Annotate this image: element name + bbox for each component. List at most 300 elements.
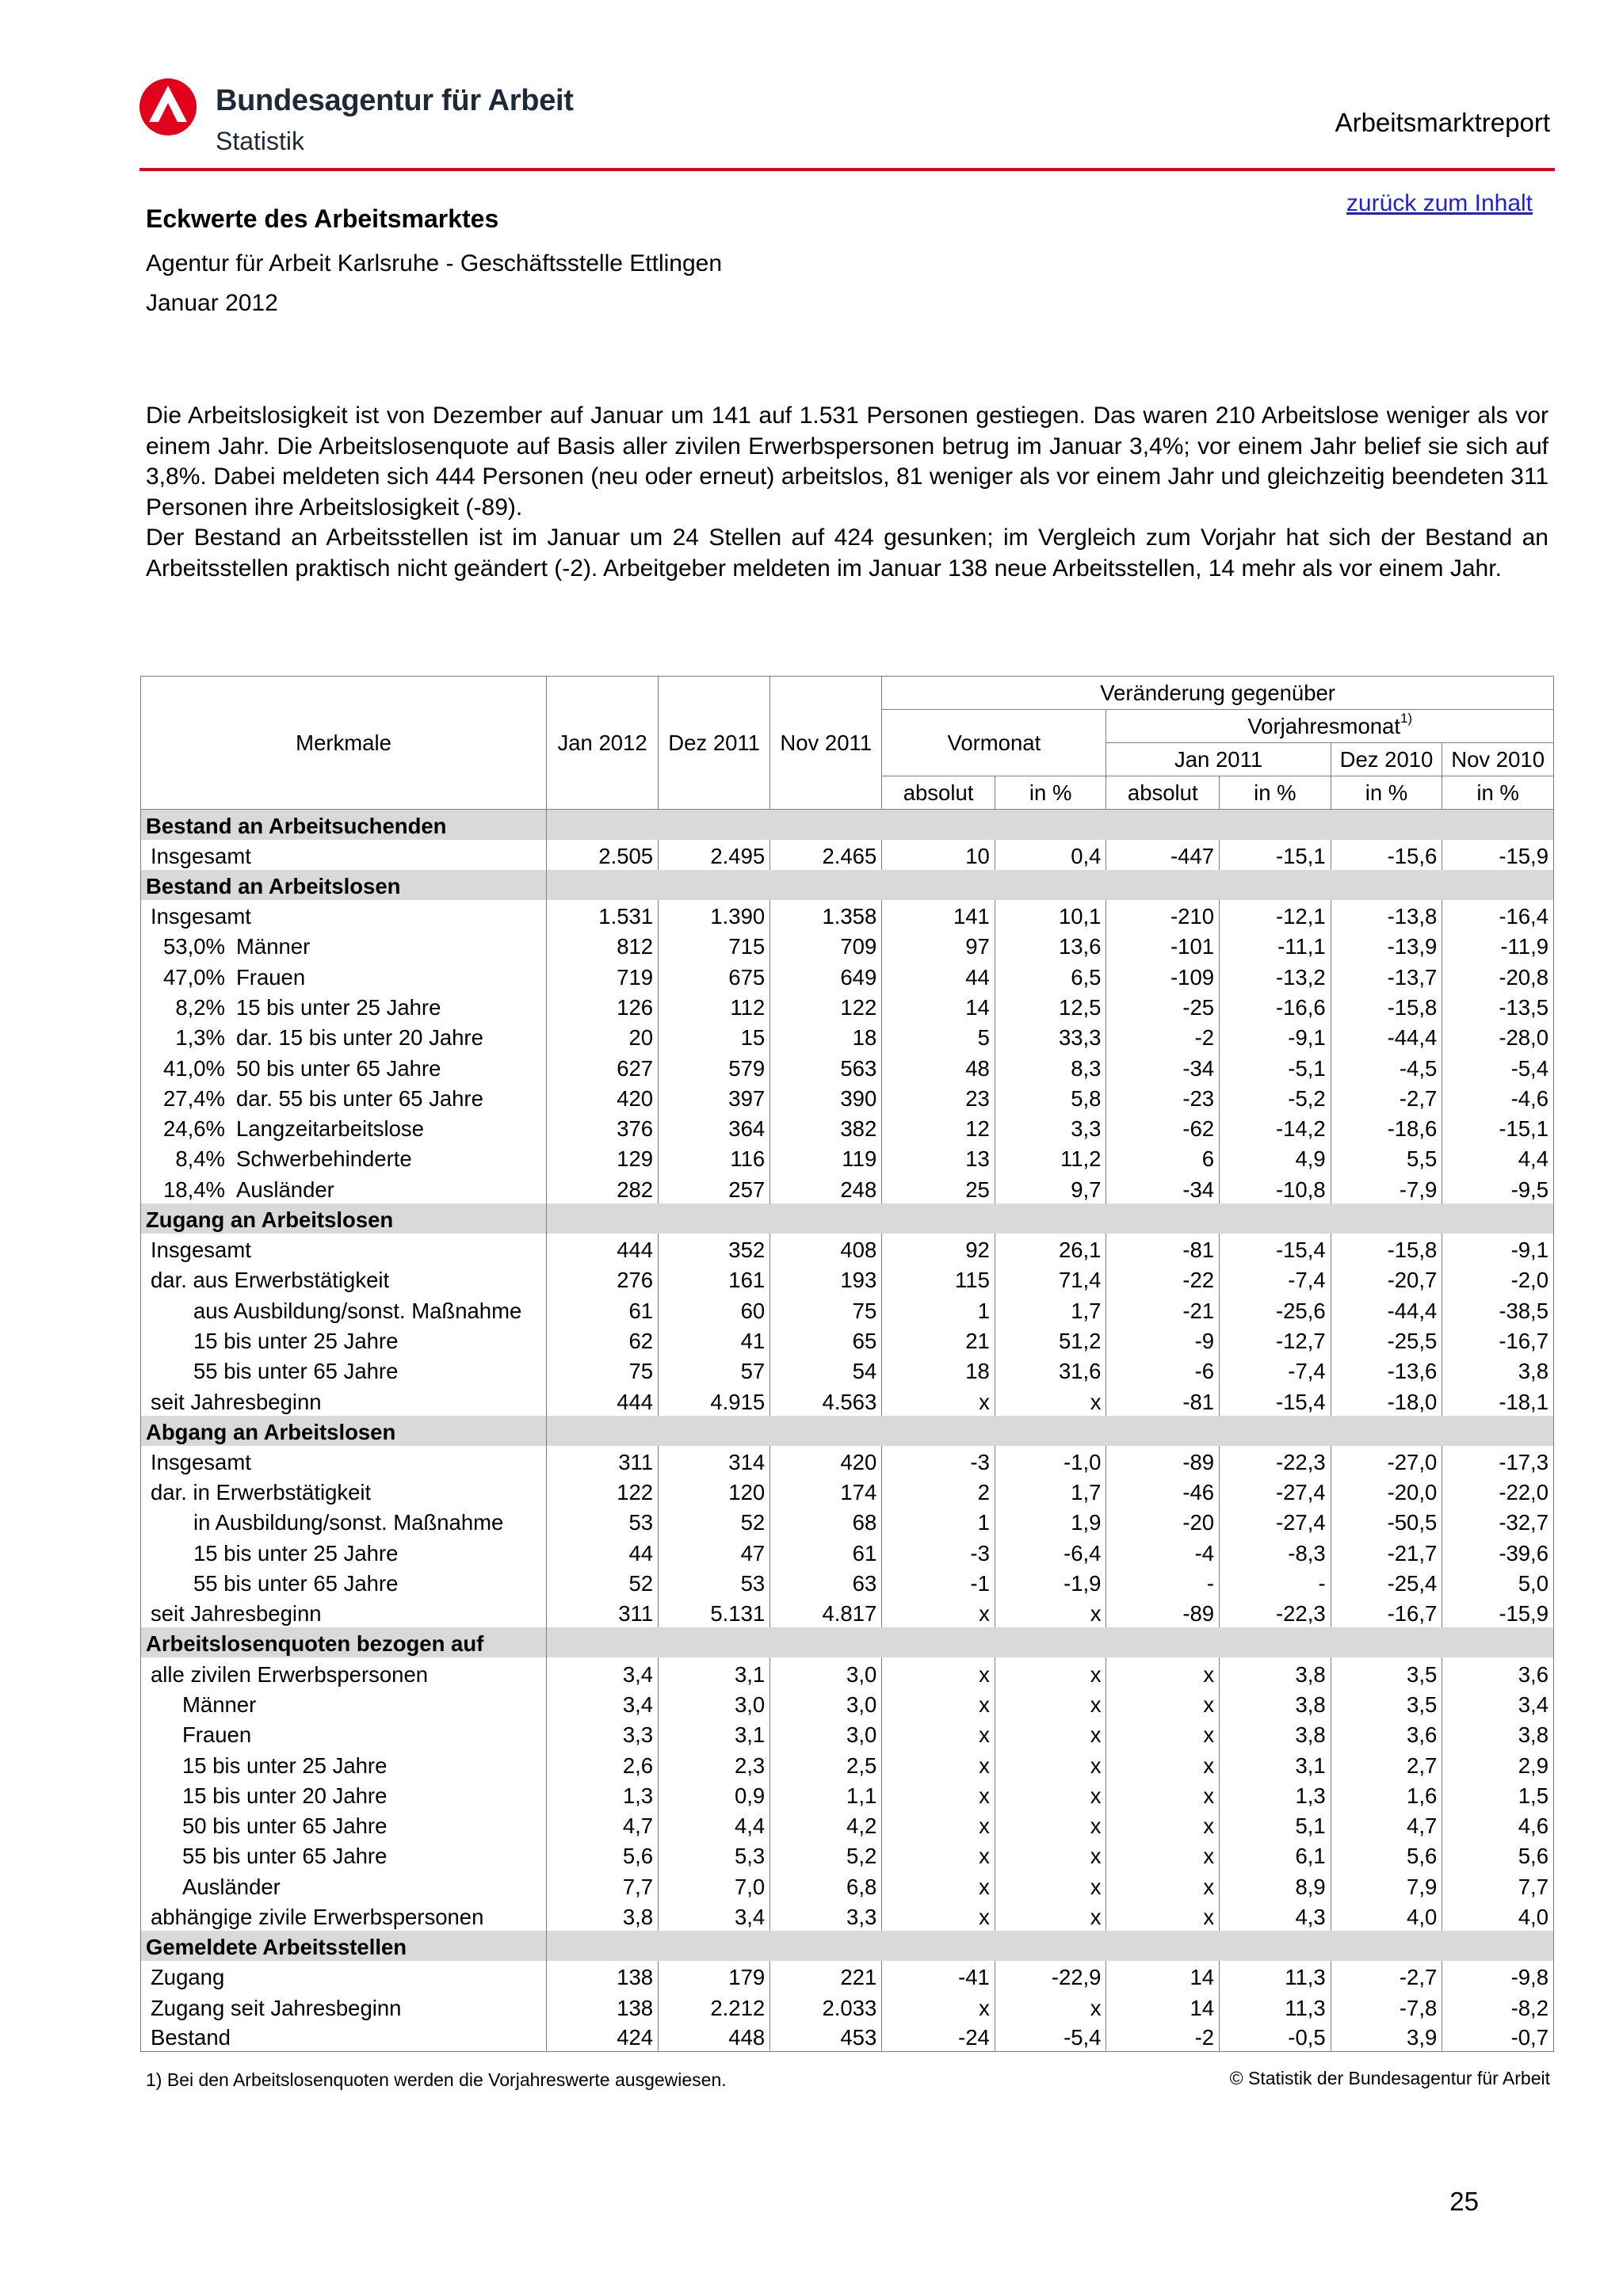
cell-value: x <box>1106 1840 1220 1870</box>
cell-value: -2,7 <box>1331 1082 1442 1112</box>
cell-value: 129 <box>547 1142 659 1173</box>
row-label-text: Bestand <box>151 2025 231 2050</box>
cell-value: 257 <box>659 1173 770 1203</box>
cell-value: 60 <box>659 1294 770 1324</box>
cell-value: 23 <box>882 1082 995 1112</box>
cell-value: 122 <box>770 991 882 1021</box>
cell-value: -7,4 <box>1220 1264 1331 1294</box>
section-header-row <box>141 1416 1554 1446</box>
cell-value: -22,3 <box>1220 1446 1331 1476</box>
cell-value: -13,7 <box>1331 960 1442 990</box>
cell-value: -101 <box>1106 930 1220 960</box>
cell-value: 420 <box>770 1446 882 1476</box>
section-fill <box>547 1416 1554 1446</box>
cell-value: 52 <box>547 1567 659 1597</box>
cell-value: 424 <box>547 2022 659 2052</box>
cell-value: - <box>1106 1567 1220 1597</box>
col-in-pct: in % <box>995 776 1106 810</box>
row-label <box>141 1688 547 1718</box>
cell-value: -89 <box>1106 1597 1220 1627</box>
cell-value: -2,0 <box>1442 1264 1554 1294</box>
row-label-text: Zugang seit Jahresbeginn <box>151 1995 402 2020</box>
cell-value: 11,3 <box>1220 1991 1331 2021</box>
row-label <box>141 1597 547 1627</box>
cell-value: -44,4 <box>1331 1021 1442 1051</box>
cell-value: 1,3 <box>547 1779 659 1810</box>
cell-value: -22,3 <box>1220 1597 1331 1627</box>
table-row <box>141 1567 1554 1597</box>
col-absolut: absolut <box>1106 776 1220 810</box>
cell-value: -2 <box>1106 2022 1220 2052</box>
cell-value: 715 <box>659 930 770 960</box>
cell-value: x <box>995 1688 1106 1718</box>
cell-value: 26,1 <box>995 1234 1106 1264</box>
cell-value: -4 <box>1106 1536 1220 1566</box>
cell-value: x <box>1106 1901 1220 1931</box>
page-subtitle: Agentur für Arbeit Karlsruhe - Geschäftsstelle Ettlingen <box>146 250 723 277</box>
cell-value: 8,9 <box>1220 1870 1331 1900</box>
row-label <box>141 1355 547 1385</box>
row-label <box>141 1901 547 1931</box>
row-share: 8,4% <box>175 1146 225 1172</box>
footnote: 1) Bei den Arbeitslosenquoten werden die Vorjahreswerte ausgewiesen. <box>146 2069 727 2090</box>
cell-value: -22 <box>1106 1264 1220 1294</box>
cell-value: -7,4 <box>1220 1355 1331 1385</box>
cell-value: -7,9 <box>1331 1173 1442 1203</box>
cell-value: 10,1 <box>995 900 1106 930</box>
cell-value: x <box>882 1657 995 1688</box>
page-title: Eckwerte des Arbeitsmarktes <box>146 204 499 233</box>
cell-value: 3,8 <box>1220 1657 1331 1688</box>
cell-value: 5,3 <box>659 1840 770 1870</box>
table-row <box>141 930 1554 960</box>
table-row <box>141 1446 1554 1476</box>
cell-value: -18,1 <box>1442 1385 1554 1415</box>
cell-value: 2,5 <box>770 1749 882 1779</box>
cell-value: 397 <box>659 1082 770 1112</box>
table-row <box>141 2022 1554 2052</box>
row-label <box>141 1657 547 1688</box>
cell-value: 12 <box>882 1112 995 1142</box>
cell-value: 161 <box>659 1264 770 1294</box>
cell-value: -21 <box>1106 1294 1220 1324</box>
cell-value: 4.915 <box>659 1385 770 1415</box>
row-label-text: abhängige zivile Erwerbspersonen <box>151 1905 484 1929</box>
cell-value: -8,2 <box>1442 1991 1554 2021</box>
period: Januar 2012 <box>146 290 278 316</box>
cell-value: 51,2 <box>995 1325 1106 1355</box>
cell-value: -32,7 <box>1442 1506 1554 1536</box>
cell-value: -3 <box>882 1446 995 1476</box>
cell-value: 563 <box>770 1051 882 1081</box>
cell-value: x <box>995 1597 1106 1627</box>
cell-value: -11,9 <box>1442 930 1554 960</box>
report-title: Arbeitsmarktreport <box>1335 108 1550 137</box>
cell-value: x <box>882 1810 995 1840</box>
cell-value: 1.358 <box>770 900 882 930</box>
row-label-text: alle zivilen Erwerbspersonen <box>151 1661 429 1687</box>
cell-value: 3,3 <box>770 1901 882 1931</box>
row-label-text: Insgesamt <box>151 904 251 929</box>
section-title: Zugang an Arbeitslosen <box>141 1203 547 1234</box>
cell-value: x <box>1106 1718 1220 1749</box>
cell-value: -447 <box>1106 840 1220 870</box>
cell-value: -12,1 <box>1220 900 1331 930</box>
cell-value: 52 <box>659 1506 770 1536</box>
row-share: 1,3% <box>175 1025 225 1051</box>
table-row <box>141 960 1554 990</box>
cell-value: 3,0 <box>659 1688 770 1718</box>
cell-value: 282 <box>547 1173 659 1203</box>
cell-value: 4,9 <box>1220 1142 1331 1173</box>
cell-value: -44,4 <box>1331 1294 1442 1324</box>
row-label-text: Frauen <box>236 964 306 990</box>
cell-value: 719 <box>547 960 659 990</box>
cell-value: -5,2 <box>1220 1082 1331 1112</box>
cell-value: 4,4 <box>659 1810 770 1840</box>
cell-value: x <box>995 1810 1106 1840</box>
summary-paragraph: Der Bestand an Arbeitsstellen ist im Januar um 24 Stellen auf 424 gesunken; im Vergleich zum Vorjahr hat sich der Bestand an Arbeitsstellen praktisch nicht geändert (-2). Arbeitgeber meldeten im Januar 138 neue Arbeitsstellen, 14 mehr als vor einem Jahr. <box>146 524 1549 582</box>
cell-value: -62 <box>1106 1112 1220 1142</box>
row-label-text: Männer <box>182 1691 257 1717</box>
cell-value: 7,7 <box>547 1870 659 1900</box>
cell-value: 75 <box>547 1355 659 1385</box>
row-label-text: 55 bis unter 65 Jahre <box>182 1844 388 1869</box>
col-merkmale: Merkmale <box>141 677 547 810</box>
row-label-text: dar. aus Erwerbstätigkeit <box>151 1268 390 1293</box>
cell-value: -109 <box>1106 960 1220 990</box>
copyright: © Statistik der Bundesagentur für Arbeit <box>1229 2068 1550 2088</box>
table-body <box>141 810 1554 2052</box>
ba-logo-icon <box>138 78 198 136</box>
row-label-text: aus Ausbildung/sonst. Maßnahme <box>193 1298 522 1323</box>
cell-value: 4,6 <box>1442 1810 1554 1840</box>
cell-value: 5,8 <box>995 1082 1106 1112</box>
row-label <box>141 1718 547 1749</box>
cell-value: -34 <box>1106 1051 1220 1081</box>
cell-value: 12,5 <box>995 991 1106 1021</box>
cell-value: 61 <box>547 1294 659 1324</box>
cell-value: -15,9 <box>1442 840 1554 870</box>
cell-value: x <box>882 1870 995 1900</box>
cell-value: 3,4 <box>659 1901 770 1931</box>
cell-value: -16,7 <box>1331 1597 1442 1627</box>
cell-value: 4.563 <box>770 1385 882 1415</box>
row-label-text: Zugang <box>151 1965 225 1990</box>
col-veraenderung: Veränderung gegenüber <box>882 677 1554 710</box>
cell-value: 7,7 <box>1442 1870 1554 1900</box>
table-row <box>141 1234 1554 1264</box>
cell-value: 4,4 <box>1442 1142 1554 1173</box>
row-label <box>141 1051 547 1081</box>
cell-value: 97 <box>882 930 995 960</box>
cell-value: 0,9 <box>659 1779 770 1810</box>
table-row <box>141 1325 1554 1355</box>
cell-value: 1,7 <box>995 1294 1106 1324</box>
cell-value: x <box>882 1688 995 1718</box>
cell-value: 4,2 <box>770 1810 882 1840</box>
col-vormonat: Vormonat <box>882 710 1106 776</box>
cell-value: 65 <box>770 1325 882 1355</box>
row-label-text: Ausländer <box>236 1177 334 1202</box>
col-dez2011: Dez 2011 <box>659 677 770 810</box>
cell-value: 382 <box>770 1112 882 1142</box>
cell-value: x <box>882 1749 995 1779</box>
row-label-text: Ausländer <box>182 1874 281 1899</box>
cell-value: -89 <box>1106 1446 1220 1476</box>
org-sub: Statistik <box>216 127 305 155</box>
cell-value: 314 <box>659 1446 770 1476</box>
cell-value: 63 <box>770 1567 882 1597</box>
row-label <box>141 1870 547 1900</box>
table-row <box>141 1385 1554 1415</box>
row-label <box>141 960 547 990</box>
cell-value: x <box>995 1718 1106 1749</box>
cell-value: 115 <box>882 1264 995 1294</box>
cell-value: x <box>1106 1779 1220 1810</box>
cell-value: 174 <box>770 1476 882 1506</box>
cell-value: 3,0 <box>770 1657 882 1688</box>
cell-value: 4.817 <box>770 1597 882 1627</box>
row-label-text: dar. 55 bis unter 65 Jahre <box>236 1085 483 1111</box>
cell-value: 3,4 <box>547 1688 659 1718</box>
cell-value: 14 <box>1106 1991 1220 2021</box>
cell-value: 92 <box>882 1234 995 1264</box>
cell-value: -23 <box>1106 1082 1220 1112</box>
table-row <box>141 1688 1554 1718</box>
col-in-pct: in % <box>1220 776 1331 810</box>
table-row <box>141 1142 1554 1173</box>
cell-value: 3,8 <box>547 1901 659 1931</box>
cell-value: -9 <box>1106 1325 1220 1355</box>
row-label <box>141 930 547 960</box>
cell-value: -6,4 <box>995 1536 1106 1566</box>
row-label-text: Insgesamt <box>151 1449 251 1474</box>
cell-value: 1.531 <box>547 900 659 930</box>
cell-value: x <box>1106 1749 1220 1779</box>
cell-value: -46 <box>1106 1476 1220 1506</box>
section-fill <box>547 810 1554 840</box>
cell-value: 311 <box>547 1597 659 1627</box>
cell-value: x <box>882 1718 995 1749</box>
cell-value: -9,5 <box>1442 1173 1554 1203</box>
cell-value: 5,6 <box>1442 1840 1554 1870</box>
section-title: Arbeitslosenquoten bezogen auf <box>141 1627 547 1657</box>
cell-value: 248 <box>770 1173 882 1203</box>
cell-value: 5,6 <box>1331 1840 1442 1870</box>
cell-value: 75 <box>770 1294 882 1324</box>
cell-value: 6,8 <box>770 1870 882 1900</box>
row-share: 47,0% <box>163 964 225 990</box>
table-row <box>141 1021 1554 1051</box>
table-row <box>141 900 1554 930</box>
cell-value: 10 <box>882 840 995 870</box>
col-in-pct: in % <box>1331 776 1442 810</box>
cell-value: -15,4 <box>1220 1234 1331 1264</box>
row-label <box>141 1961 547 1991</box>
table-row <box>141 1355 1554 1385</box>
row-label <box>141 1446 547 1476</box>
row-share: 27,4% <box>163 1085 225 1111</box>
cell-value: -2,7 <box>1331 1961 1442 1991</box>
cell-value: 1 <box>882 1506 995 1536</box>
cell-value: x <box>995 1840 1106 1870</box>
cell-value: 20 <box>547 1021 659 1051</box>
row-label <box>141 1506 547 1536</box>
row-label-text: Insgesamt <box>151 1238 251 1263</box>
cell-value: x <box>995 1991 1106 2021</box>
cell-value: 3,5 <box>1331 1657 1442 1688</box>
cell-value: 3,4 <box>547 1657 659 1688</box>
table-row <box>141 840 1554 870</box>
cell-value: 453 <box>770 2022 882 2052</box>
cell-value: -12,7 <box>1220 1325 1331 1355</box>
cell-value: 675 <box>659 960 770 990</box>
cell-value: -17,3 <box>1442 1446 1554 1476</box>
cell-value: -8,3 <box>1220 1536 1331 1566</box>
cell-value: -13,6 <box>1331 1355 1442 1385</box>
cell-value: -16,4 <box>1442 900 1554 930</box>
cell-value: 61 <box>770 1536 882 1566</box>
cell-value: 41 <box>659 1325 770 1355</box>
row-label <box>141 1325 547 1355</box>
cell-value: 122 <box>547 1476 659 1506</box>
cell-value: -10,8 <box>1220 1173 1331 1203</box>
row-label <box>141 1112 547 1142</box>
cell-value: 119 <box>770 1142 882 1173</box>
cell-value: x <box>1106 1870 1220 1900</box>
cell-value: -27,4 <box>1220 1476 1331 1506</box>
cell-value: -20,0 <box>1331 1476 1442 1506</box>
table-row <box>141 1657 1554 1688</box>
row-share: 8,2% <box>175 994 225 1020</box>
cell-value: 364 <box>659 1112 770 1142</box>
row-share: 18,4% <box>163 1177 225 1202</box>
cell-value: 47 <box>659 1536 770 1566</box>
section-title: Bestand an Arbeitslosen <box>141 870 547 900</box>
table-row <box>141 1173 1554 1203</box>
cell-value: -22,0 <box>1442 1476 1554 1506</box>
row-label-text: Insgesamt <box>151 843 251 868</box>
cell-value: 3,1 <box>1220 1749 1331 1779</box>
cell-value: -38,5 <box>1442 1294 1554 1324</box>
cell-value: -81 <box>1106 1385 1220 1415</box>
cell-value: 709 <box>770 930 882 960</box>
table-row <box>141 1749 1554 1779</box>
cell-value: -11,1 <box>1220 930 1331 960</box>
table-row <box>141 1779 1554 1810</box>
table-row <box>141 1961 1554 1991</box>
cell-value: 62 <box>547 1325 659 1355</box>
row-label-text: 15 bis unter 25 Jahre <box>182 1753 388 1778</box>
back-to-contents-link[interactable]: zurück zum Inhalt <box>1346 190 1533 216</box>
cell-value: -5,4 <box>995 2022 1106 2052</box>
cell-value: 812 <box>547 930 659 960</box>
section-header-row <box>141 810 1554 840</box>
cell-value: 2.212 <box>659 1991 770 2021</box>
cell-value: 3,9 <box>1331 2022 1442 2052</box>
cell-value: -14,2 <box>1220 1112 1331 1142</box>
table-row <box>141 1597 1554 1627</box>
table-row <box>141 1112 1554 1142</box>
cell-value: 71,4 <box>995 1264 1106 1294</box>
cell-value: 0,4 <box>995 840 1106 870</box>
cell-value: 6 <box>1106 1142 1220 1173</box>
col-jan2011: Jan 2011 <box>1106 743 1331 776</box>
section-title: Gemeldete Arbeitsstellen <box>141 1931 547 1961</box>
cell-value: -16,7 <box>1442 1325 1554 1355</box>
cell-value: 21 <box>882 1325 995 1355</box>
cell-value: -9,1 <box>1220 1021 1331 1051</box>
cell-value: -210 <box>1106 900 1220 930</box>
summary-paragraph: Die Arbeitslosigkeit ist von Dezember auf Januar um 141 auf 1.531 Personen gestiegen. Das waren 210 Arbeitslose weniger als vor einem Jahr. Die Arbeitslosenquote auf Basis aller zivilen Erwerbspersonen betrug im Januar 3,4%; vor einem Jahr belief sie sich auf 3,8%. Dabei meldeten sich 444 Personen (neu oder erneut) arbeitslos, 81 weniger als vor einem Jahr und gleichzeitig beendeten 311 Personen ihre Arbeitslosigkeit (-89). <box>146 402 1549 521</box>
cell-value: 3,1 <box>659 1718 770 1749</box>
cell-value: -20,8 <box>1442 960 1554 990</box>
table-row <box>141 1870 1554 1900</box>
cell-value: 3,8 <box>1442 1355 1554 1385</box>
cell-value: -34 <box>1106 1173 1220 1203</box>
cell-value: x <box>882 1991 995 2021</box>
cell-value: 3,3 <box>995 1112 1106 1142</box>
cell-value: x <box>882 1385 995 1415</box>
cell-value: x <box>882 1901 995 1931</box>
cell-value: 11,2 <box>995 1142 1106 1173</box>
cell-value: 6,5 <box>995 960 1106 990</box>
cell-value: x <box>995 1749 1106 1779</box>
cell-value: 2.495 <box>659 840 770 870</box>
cell-value: -27,0 <box>1331 1446 1442 1476</box>
table-row <box>141 991 1554 1021</box>
cell-value: -81 <box>1106 1234 1220 1264</box>
cell-value: 1,5 <box>1442 1779 1554 1810</box>
col-in-pct: in % <box>1442 776 1554 810</box>
cell-value: 44 <box>547 1536 659 1566</box>
cell-value: -20 <box>1106 1506 1220 1536</box>
row-label-text: 55 bis unter 65 Jahre <box>193 1359 399 1384</box>
cell-value: -0,5 <box>1220 2022 1331 2052</box>
cell-value: 627 <box>547 1051 659 1081</box>
cell-value: 3,8 <box>1220 1688 1331 1718</box>
cell-value: x <box>995 1657 1106 1688</box>
cell-value: -15,8 <box>1331 1234 1442 1264</box>
cell-value: 2,7 <box>1331 1749 1442 1779</box>
cell-value: -6 <box>1106 1355 1220 1385</box>
section-fill <box>547 1627 1554 1657</box>
table-row <box>141 1294 1554 1324</box>
cell-value: 13 <box>882 1142 995 1173</box>
cell-value: 11,3 <box>1220 1961 1331 1991</box>
row-label <box>141 1082 547 1112</box>
cell-value: 5,5 <box>1331 1142 1442 1173</box>
cell-value: 5,0 <box>1442 1567 1554 1597</box>
cell-value: 4,7 <box>547 1810 659 1840</box>
cell-value: 8,3 <box>995 1051 1106 1081</box>
row-label <box>141 1476 547 1506</box>
cell-value: -25,6 <box>1220 1294 1331 1324</box>
cell-value: 448 <box>659 2022 770 2052</box>
cell-value: x <box>995 1385 1106 1415</box>
row-label <box>141 1567 547 1597</box>
row-label <box>141 1142 547 1173</box>
cell-value: -7,8 <box>1331 1991 1442 2021</box>
cell-value: 116 <box>659 1142 770 1173</box>
section-title: Bestand an Arbeitsuchenden <box>141 810 547 840</box>
table-row <box>141 1840 1554 1870</box>
cell-value: 3,1 <box>659 1657 770 1688</box>
cell-value: x <box>882 1779 995 1810</box>
cell-value: x <box>1106 1810 1220 1840</box>
row-label-text: seit Jahresbeginn <box>151 1389 322 1414</box>
